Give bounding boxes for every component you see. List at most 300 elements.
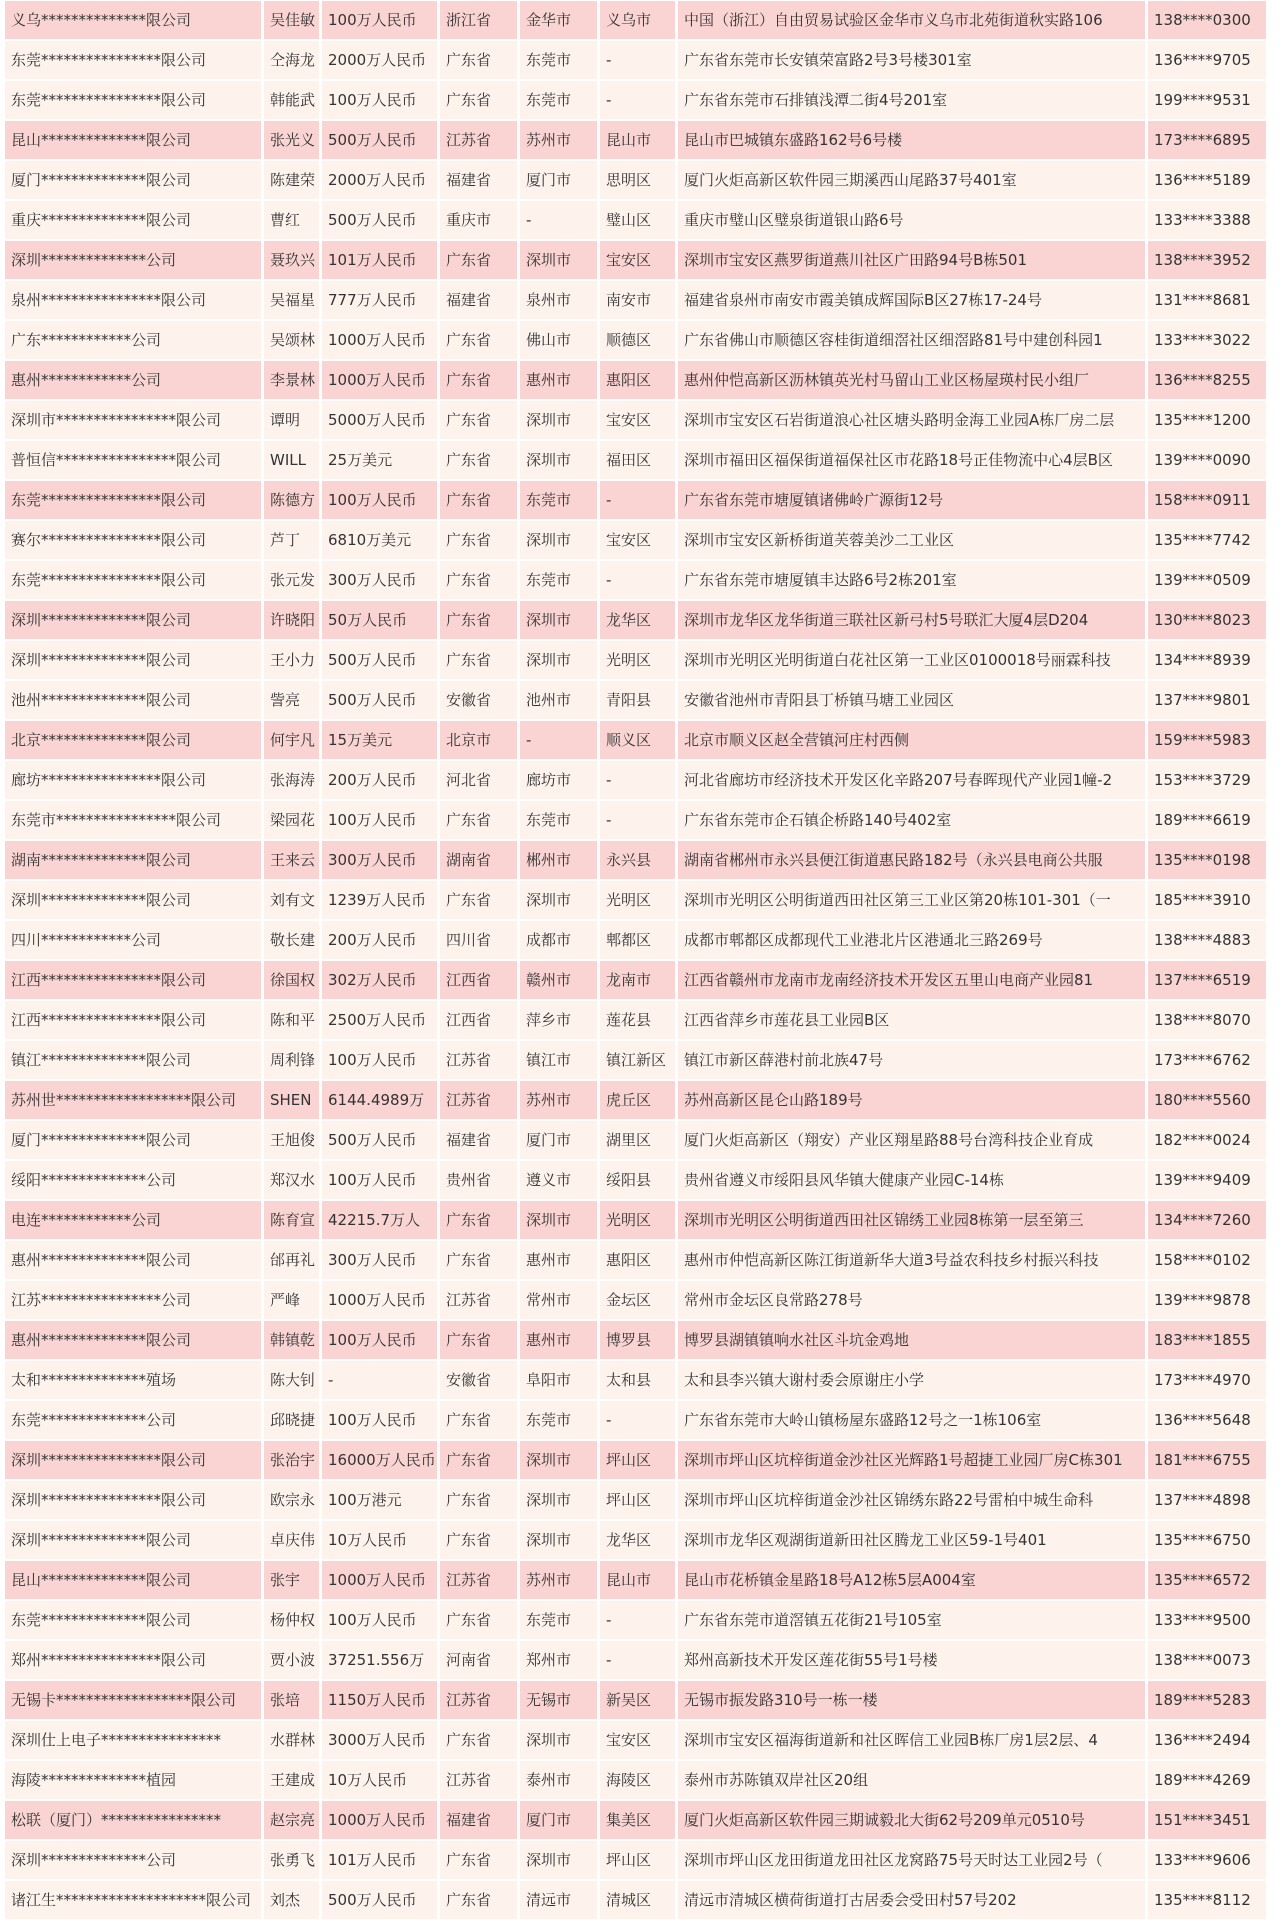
cell-legal-rep: 张海涛 [264,761,319,799]
cell-legal-rep: 刘杰 [264,1881,319,1919]
cell-company-name: 东莞市****************限公司 [5,801,261,839]
cell-address: 深圳市宝安区新桥街道芙蓉美沙二工业区 [678,521,1145,559]
cell-address: 福建省泉州市南安市霞美镇成辉国际B区27栋17-24号 [678,281,1145,319]
cell-legal-rep: 何宇凡 [264,721,319,759]
cell-city: 东莞市 [520,1401,597,1439]
cell-address: 北京市顺义区赵全营镇河庄村西侧 [678,721,1145,759]
cell-city: 阜阳市 [520,1361,597,1399]
cell-company-name: 深圳**************公司 [5,241,261,279]
cell-company-name: 江西****************限公司 [5,961,261,999]
cell-city: 清远市 [520,1881,597,1919]
cell-address: 广东省东莞市大岭山镇杨屋东盛路12号之一1栋106室 [678,1401,1145,1439]
cell-district: 光明区 [600,641,675,679]
cell-district: 璧山区 [600,201,675,239]
cell-phone: 135****8112 [1148,1881,1266,1919]
cell-phone: 139****0509 [1148,561,1266,599]
cell-city: 泉州市 [520,281,597,319]
cell-legal-rep: 陈大钊 [264,1361,319,1399]
cell-legal-rep: 吴福星 [264,281,319,319]
cell-address: 广东省东莞市长安镇荣富路2号3号楼301室 [678,41,1145,79]
cell-city: 深圳市 [520,1201,597,1239]
cell-province: 广东省 [440,1321,517,1359]
cell-province: 江苏省 [440,1561,517,1599]
cell-district: 青阳县 [600,681,675,719]
cell-phone: 158****0911 [1148,481,1266,519]
cell-district: - [600,81,675,119]
cell-province: 福建省 [440,281,517,319]
cell-company-name: 昆山**************限公司 [5,121,261,159]
cell-province: 广东省 [440,81,517,119]
cell-province: 广东省 [440,881,517,919]
cell-province: 福建省 [440,1801,517,1839]
cell-company-name: 江西****************限公司 [5,1001,261,1039]
cell-legal-rep: 訾亮 [264,681,319,719]
cell-company-name: 广东************公司 [5,321,261,359]
cell-district: 坪山区 [600,1441,675,1479]
cell-legal-rep: 梁园花 [264,801,319,839]
cell-district: 集美区 [600,1801,675,1839]
cell-province: 福建省 [440,1121,517,1159]
cell-district: 宝安区 [600,401,675,439]
cell-city: 深圳市 [520,881,597,919]
cell-phone: 136****8255 [1148,361,1266,399]
cell-phone: 182****0024 [1148,1121,1266,1159]
cell-registered-capital: 1000万人民币 [322,1801,437,1839]
cell-address: 郑州高新技术开发区莲花街55号1号楼 [678,1641,1145,1679]
cell-address: 成都市郫都区成都现代工业港北片区港通北三路269号 [678,921,1145,959]
cell-city: 池州市 [520,681,597,719]
cell-registered-capital: 1000万人民币 [322,1561,437,1599]
cell-phone: 159****5983 [1148,721,1266,759]
cell-legal-rep: 张宇 [264,1561,319,1599]
cell-phone: 180****5560 [1148,1081,1266,1119]
cell-phone: 138****3952 [1148,241,1266,279]
cell-company-name: 泉州****************限公司 [5,281,261,319]
cell-district: 坪山区 [600,1841,675,1879]
cell-company-name: 东莞**************公司 [5,1401,261,1439]
cell-phone: 139****0090 [1148,441,1266,479]
table-row [5,440,1275,480]
cell-company-name: 海陵**************植园 [5,1761,261,1799]
cell-district: 新吴区 [600,1681,675,1719]
cell-phone: 138****8070 [1148,1001,1266,1039]
cell-company-name: 池州**************限公司 [5,681,261,719]
cell-address: 泰州市苏陈镇双岸社区20组 [678,1761,1145,1799]
cell-district: 博罗县 [600,1321,675,1359]
cell-company-name: 赛尔****************限公司 [5,521,261,559]
cell-phone: 181****6755 [1148,1441,1266,1479]
cell-address: 清远市清城区横荷街道打古居委会受田村57号202 [678,1881,1145,1919]
cell-phone: 173****6895 [1148,121,1266,159]
cell-registered-capital: 25万美元 [322,441,437,479]
cell-phone: 136****5648 [1148,1401,1266,1439]
table-row [5,1080,1275,1120]
cell-registered-capital: 500万人民币 [322,641,437,679]
table-row [5,920,1275,960]
cell-address: 厦门火炬高新区软件园三期诚毅北大街62号209单元0510号 [678,1801,1145,1839]
cell-registered-capital: 2000万人民币 [322,41,437,79]
cell-province: 浙江省 [440,1,517,39]
cell-city: 深圳市 [520,1441,597,1479]
cell-city: 常州市 [520,1281,597,1319]
cell-registered-capital: 3000万人民币 [322,1721,437,1759]
cell-registered-capital: 100万人民币 [322,1321,437,1359]
cell-city: 无锡市 [520,1681,597,1719]
cell-registered-capital: 500万人民币 [322,1881,437,1919]
cell-phone: 137****4898 [1148,1481,1266,1519]
cell-province: 广东省 [440,801,517,839]
cell-address: 广东省东莞市塘厦镇诸佛岭广源街12号 [678,481,1145,519]
cell-phone: 138****0073 [1148,1641,1266,1679]
cell-legal-rep: 郑汉水 [264,1161,319,1199]
cell-company-name: 东莞****************限公司 [5,481,261,519]
cell-phone: 153****3729 [1148,761,1266,799]
cell-province: 广东省 [440,401,517,439]
cell-legal-rep: 陈德方 [264,481,319,519]
cell-legal-rep: 许晓阳 [264,601,319,639]
cell-province: 广东省 [440,361,517,399]
cell-district: 金坛区 [600,1281,675,1319]
cell-province: 广东省 [440,1441,517,1479]
cell-address: 深圳市坪山区坑梓街道金沙社区锦绣东路22号雷柏中城生命科 [678,1481,1145,1519]
cell-phone: 138****0300 [1148,1,1266,39]
table-row [5,1440,1275,1480]
cell-company-name: 北京**************限公司 [5,721,261,759]
cell-province: 江苏省 [440,1081,517,1119]
cell-address: 深圳市宝安区石岩街道浪心社区塘头路明金海工业园A栋厂房二层 [678,401,1145,439]
cell-province: 广东省 [440,441,517,479]
cell-address: 昆山市巴城镇东盛路162号6号楼 [678,121,1145,159]
cell-registered-capital: 5000万人民币 [322,401,437,439]
table-row [5,400,1275,440]
cell-phone: 151****3451 [1148,1801,1266,1839]
cell-legal-rep: 赵宗亮 [264,1801,319,1839]
cell-legal-rep: 王建成 [264,1761,319,1799]
cell-province: 广东省 [440,41,517,79]
cell-registered-capital: 1150万人民币 [322,1681,437,1719]
cell-district: 惠阳区 [600,361,675,399]
cell-phone: 139****9409 [1148,1161,1266,1199]
table-row [5,0,1275,40]
cell-address: 太和县李兴镇大谢村委会原谢庄小学 [678,1361,1145,1399]
cell-district: 龙华区 [600,601,675,639]
cell-registered-capital: 1000万人民币 [322,1281,437,1319]
cell-phone: 137****6519 [1148,961,1266,999]
cell-phone: 135****7742 [1148,521,1266,559]
cell-registered-capital: 100万人民币 [322,1041,437,1079]
cell-registered-capital: 100万港元 [322,1481,437,1519]
cell-registered-capital: 100万人民币 [322,1,437,39]
cell-province: 广东省 [440,641,517,679]
table-row [5,40,1275,80]
cell-district: 光明区 [600,881,675,919]
cell-company-name: 四川************公司 [5,921,261,959]
cell-province: 江苏省 [440,121,517,159]
cell-address: 深圳市坪山区龙田街道龙田社区龙窝路75号天时达工业园2号（ [678,1841,1145,1879]
cell-phone: 134****8939 [1148,641,1266,679]
cell-legal-rep: 邰再礼 [264,1241,319,1279]
table-row [5,160,1275,200]
cell-registered-capital: 500万人民币 [322,121,437,159]
cell-phone: 138****4883 [1148,921,1266,959]
cell-legal-rep: WILL [264,441,319,479]
cell-city: 佛山市 [520,321,597,359]
cell-district: 光明区 [600,1201,675,1239]
cell-city: 深圳市 [520,1521,597,1559]
table-row [5,880,1275,920]
cell-registered-capital: 100万人民币 [322,1161,437,1199]
cell-city: 深圳市 [520,401,597,439]
table-row [5,80,1275,120]
table-row [5,680,1275,720]
cell-phone: 183****1855 [1148,1321,1266,1359]
cell-company-name: 东莞**************限公司 [5,1601,261,1639]
cell-province: 四川省 [440,921,517,959]
cell-phone: 133****9606 [1148,1841,1266,1879]
cell-district: 宝安区 [600,241,675,279]
table-row [5,200,1275,240]
cell-district: - [600,761,675,799]
cell-legal-rep: 韩能武 [264,81,319,119]
cell-district: 南安市 [600,281,675,319]
cell-phone: 173****6762 [1148,1041,1266,1079]
cell-legal-rep: 水群林 [264,1721,319,1759]
cell-legal-rep: 张治宇 [264,1441,319,1479]
table-row [5,1000,1275,1040]
table-row [5,560,1275,600]
cell-registered-capital: 500万人民币 [322,681,437,719]
cell-city: - [520,201,597,239]
table-row [5,1840,1275,1880]
cell-address: 中国（浙江）自由贸易试验区金华市义乌市北苑街道秋实路106 [678,1,1145,39]
cell-company-name: 义乌**************限公司 [5,1,261,39]
cell-phone: 133****9500 [1148,1601,1266,1639]
cell-district: 清城区 [600,1881,675,1919]
cell-province: 广东省 [440,1201,517,1239]
table-row [5,600,1275,640]
cell-district: 永兴县 [600,841,675,879]
cell-phone: 139****9878 [1148,1281,1266,1319]
cell-address: 广东省东莞市塘厦镇丰达路6号2栋201室 [678,561,1145,599]
cell-company-name: 深圳**************限公司 [5,641,261,679]
cell-registered-capital: 300万人民币 [322,841,437,879]
cell-city: 深圳市 [520,241,597,279]
table-row [5,1400,1275,1440]
table-row [5,1680,1275,1720]
cell-district: 虎丘区 [600,1081,675,1119]
table-row [5,960,1275,1000]
cell-province: 北京市 [440,721,517,759]
cell-province: 广东省 [440,1721,517,1759]
cell-phone: 189****6619 [1148,801,1266,839]
cell-company-name: 惠州**************限公司 [5,1321,261,1359]
table-row [5,1320,1275,1360]
cell-address: 镇江市新区薛港村前北族47号 [678,1041,1145,1079]
cell-district: - [600,561,675,599]
cell-registered-capital: 101万人民币 [322,241,437,279]
cell-phone: 135****1200 [1148,401,1266,439]
cell-address: 安徽省池州市青阳县丁桥镇马塘工业园区 [678,681,1145,719]
cell-address: 深圳市宝安区燕罗街道燕川社区广田路94号B栋501 [678,241,1145,279]
table-row [5,640,1275,680]
table-row [5,120,1275,160]
cell-address: 江西省赣州市龙南市龙南经济技术开发区五里山电商产业园81 [678,961,1145,999]
table-row [5,1720,1275,1760]
cell-address: 深圳市光明区公明街道西田社区第三工业区第20栋101-301（一 [678,881,1145,919]
cell-phone: 131****8681 [1148,281,1266,319]
cell-phone: 135****0198 [1148,841,1266,879]
table-row [5,1120,1275,1160]
cell-phone: 134****7260 [1148,1201,1266,1239]
table-row [5,1520,1275,1560]
table-row [5,1240,1275,1280]
cell-registered-capital: 1239万人民币 [322,881,437,919]
table-row [5,280,1275,320]
cell-legal-rep: 韩镇乾 [264,1321,319,1359]
cell-phone: 185****3910 [1148,881,1266,919]
cell-registered-capital: - [322,1361,437,1399]
cell-registered-capital: 100万人民币 [322,1601,437,1639]
cell-registered-capital: 1000万人民币 [322,361,437,399]
cell-province: 广东省 [440,1521,517,1559]
cell-registered-capital: 1000万人民币 [322,321,437,359]
cell-registered-capital: 42215.7万人 [322,1201,437,1239]
cell-company-name: 深圳仕上电子**************** [5,1721,261,1759]
cell-company-name: 东莞****************限公司 [5,561,261,599]
cell-company-name: 深圳市****************限公司 [5,401,261,439]
cell-company-name: 深圳****************限公司 [5,1481,261,1519]
cell-registered-capital: 2000万人民币 [322,161,437,199]
cell-company-name: 惠州**************限公司 [5,1241,261,1279]
cell-phone: 133****3022 [1148,321,1266,359]
cell-address: 江西省萍乡市莲花县工业园B区 [678,1001,1145,1039]
table-row [5,1640,1275,1680]
cell-city: 厦门市 [520,1121,597,1159]
cell-registered-capital: 6810万美元 [322,521,437,559]
cell-city: 惠州市 [520,361,597,399]
cell-city: 成都市 [520,921,597,959]
cell-address: 昆山市花桥镇金星路18号A12栋5层A004室 [678,1561,1145,1599]
cell-legal-rep: 邱晓捷 [264,1401,319,1439]
table-row [5,1600,1275,1640]
cell-province: 广东省 [440,1241,517,1279]
cell-city: 东莞市 [520,81,597,119]
cell-district: - [600,801,675,839]
cell-district: 坪山区 [600,1481,675,1519]
cell-province: 广东省 [440,1601,517,1639]
table-row [5,480,1275,520]
table-row [5,1360,1275,1400]
cell-district: - [600,1601,675,1639]
cell-address: 深圳市光明区光明街道白花社区第一工业区0100018号丽霖科技 [678,641,1145,679]
cell-city: 郴州市 [520,841,597,879]
cell-legal-rep: 仝海龙 [264,41,319,79]
table-row [5,1040,1275,1080]
cell-address: 广东省东莞市道滘镇五花街21号105室 [678,1601,1145,1639]
cell-city: 东莞市 [520,1601,597,1639]
cell-city: 深圳市 [520,641,597,679]
cell-province: 湖南省 [440,841,517,879]
cell-company-name: 苏州世******************限公司 [5,1081,261,1119]
cell-district: 惠阳区 [600,1241,675,1279]
cell-phone: 136****9705 [1148,41,1266,79]
cell-legal-rep: 王旭俊 [264,1121,319,1159]
cell-district: 顺德区 [600,321,675,359]
cell-company-name: 深圳**************公司 [5,1841,261,1879]
cell-district: 福田区 [600,441,675,479]
cell-province: 广东省 [440,1481,517,1519]
cell-company-name: 松联（厦门）**************** [5,1801,261,1839]
table-row [5,520,1275,560]
cell-district: 太和县 [600,1361,675,1399]
cell-city: 金华市 [520,1,597,39]
cell-registered-capital: 777万人民币 [322,281,437,319]
cell-province: 江苏省 [440,1681,517,1719]
cell-district: - [600,1401,675,1439]
cell-province: 广东省 [440,481,517,519]
table-row [5,1280,1275,1320]
cell-city: 泰州市 [520,1761,597,1799]
cell-company-name: 深圳**************限公司 [5,881,261,919]
cell-province: 广东省 [440,1401,517,1439]
cell-city: 郑州市 [520,1641,597,1679]
cell-legal-rep: 吴颂林 [264,321,319,359]
cell-district: 思明区 [600,161,675,199]
cell-address: 广东省佛山市顺德区容桂街道细滘社区细滘路81号中建创科园1 [678,321,1145,359]
cell-legal-rep: 李景林 [264,361,319,399]
cell-company-name: 普恒信****************限公司 [5,441,261,479]
cell-city: 苏州市 [520,1561,597,1599]
cell-legal-rep: 陈和平 [264,1001,319,1039]
cell-registered-capital: 300万人民币 [322,561,437,599]
cell-registered-capital: 10万人民币 [322,1521,437,1559]
cell-company-name: 重庆**************限公司 [5,201,261,239]
cell-address: 常州市金坛区良常路278号 [678,1281,1145,1319]
table-row [5,1160,1275,1200]
cell-province: 广东省 [440,561,517,599]
cell-district: 海陵区 [600,1761,675,1799]
cell-district: 湖里区 [600,1121,675,1159]
cell-province: 安徽省 [440,681,517,719]
cell-legal-rep: 张勇飞 [264,1841,319,1879]
cell-legal-rep: 谭明 [264,401,319,439]
cell-registered-capital: 500万人民币 [322,1121,437,1159]
cell-phone: 137****9801 [1148,681,1266,719]
cell-registered-capital: 37251.556万 [322,1641,437,1679]
cell-district: 莲花县 [600,1001,675,1039]
cell-city: - [520,721,597,759]
cell-city: 东莞市 [520,801,597,839]
cell-address: 厦门火炬高新区（翔安）产业区翔星路88号台湾科技企业育成 [678,1121,1145,1159]
cell-address: 深圳市坪山区坑梓街道金沙社区光辉路1号超捷工业园厂房C栋301 [678,1441,1145,1479]
cell-city: 遵义市 [520,1161,597,1199]
cell-company-name: 深圳****************限公司 [5,1441,261,1479]
cell-phone: 173****4970 [1148,1361,1266,1399]
cell-city: 廊坊市 [520,761,597,799]
cell-registered-capital: 100万人民币 [322,81,437,119]
cell-phone: 158****0102 [1148,1241,1266,1279]
table-row [5,1480,1275,1520]
cell-city: 苏州市 [520,121,597,159]
cell-legal-rep: 张元发 [264,561,319,599]
cell-province: 广东省 [440,601,517,639]
cell-phone: 189****5283 [1148,1681,1266,1719]
table-row [5,840,1275,880]
cell-registered-capital: 6144.4989万 [322,1081,437,1119]
cell-company-name: 惠州************公司 [5,361,261,399]
cell-legal-rep: 刘有文 [264,881,319,919]
cell-province: 广东省 [440,241,517,279]
